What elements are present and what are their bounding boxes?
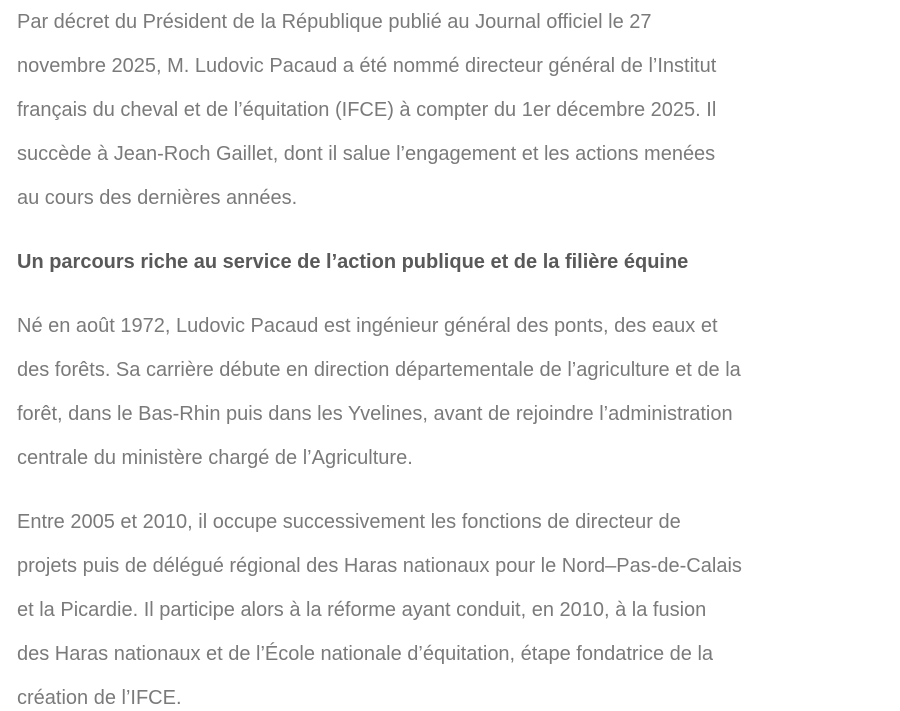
text-line: projets puis de délégué régional des Haras nationaux pour le Nord–Pas-de-Calais — [17, 555, 742, 577]
paragraph — [17, 500, 880, 711]
text-line: français du cheval et de l’équitation (IFCE) à compter du 1er décembre 2025. Il — [17, 99, 717, 121]
text-line: novembre 2025, M. Ludovic Pacaud a été nommé directeur général de l’Institut — [17, 55, 717, 77]
text-line: et la Picardie. Il participe alors à la réforme ayant conduit, en 2010, à la fusion — [17, 599, 707, 621]
text-line: forêt, dans le Bas-Rhin puis dans les Yvelines, avant de rejoindre l’administration — [17, 403, 733, 425]
text-line: au cours des dernières années. — [17, 187, 298, 209]
paragraph — [17, 0, 880, 220]
text-line: des Haras nationaux et de l’École nationale d’équitation, étape fondatrice de la — [17, 643, 714, 665]
text-line: des forêts. Sa carrière débute en direction départementale de l’agriculture et de la — [17, 359, 741, 381]
text-line: centrale du ministère chargé de l’Agriculture. — [17, 447, 413, 469]
text-line: Né en août 1972, Ludovic Pacaud est ingénieur général des ponts, des eaux et — [17, 315, 718, 337]
text-line: Par décret du Président de la République publié au Journal officiel le 27 — [17, 11, 652, 33]
text-line: Entre 2005 et 2010, il occupe successivement les fonctions de directeur de — [17, 511, 681, 533]
paragraph — [17, 304, 880, 480]
text-line: succède à Jean-Roch Gaillet, dont il salue l’engagement et les actions menées — [17, 143, 716, 165]
text-line: Un parcours riche au service de l’action publique et de la filière équine — [17, 251, 689, 273]
section-heading — [17, 240, 880, 284]
text-line: création de l’IFCE. — [17, 687, 182, 709]
